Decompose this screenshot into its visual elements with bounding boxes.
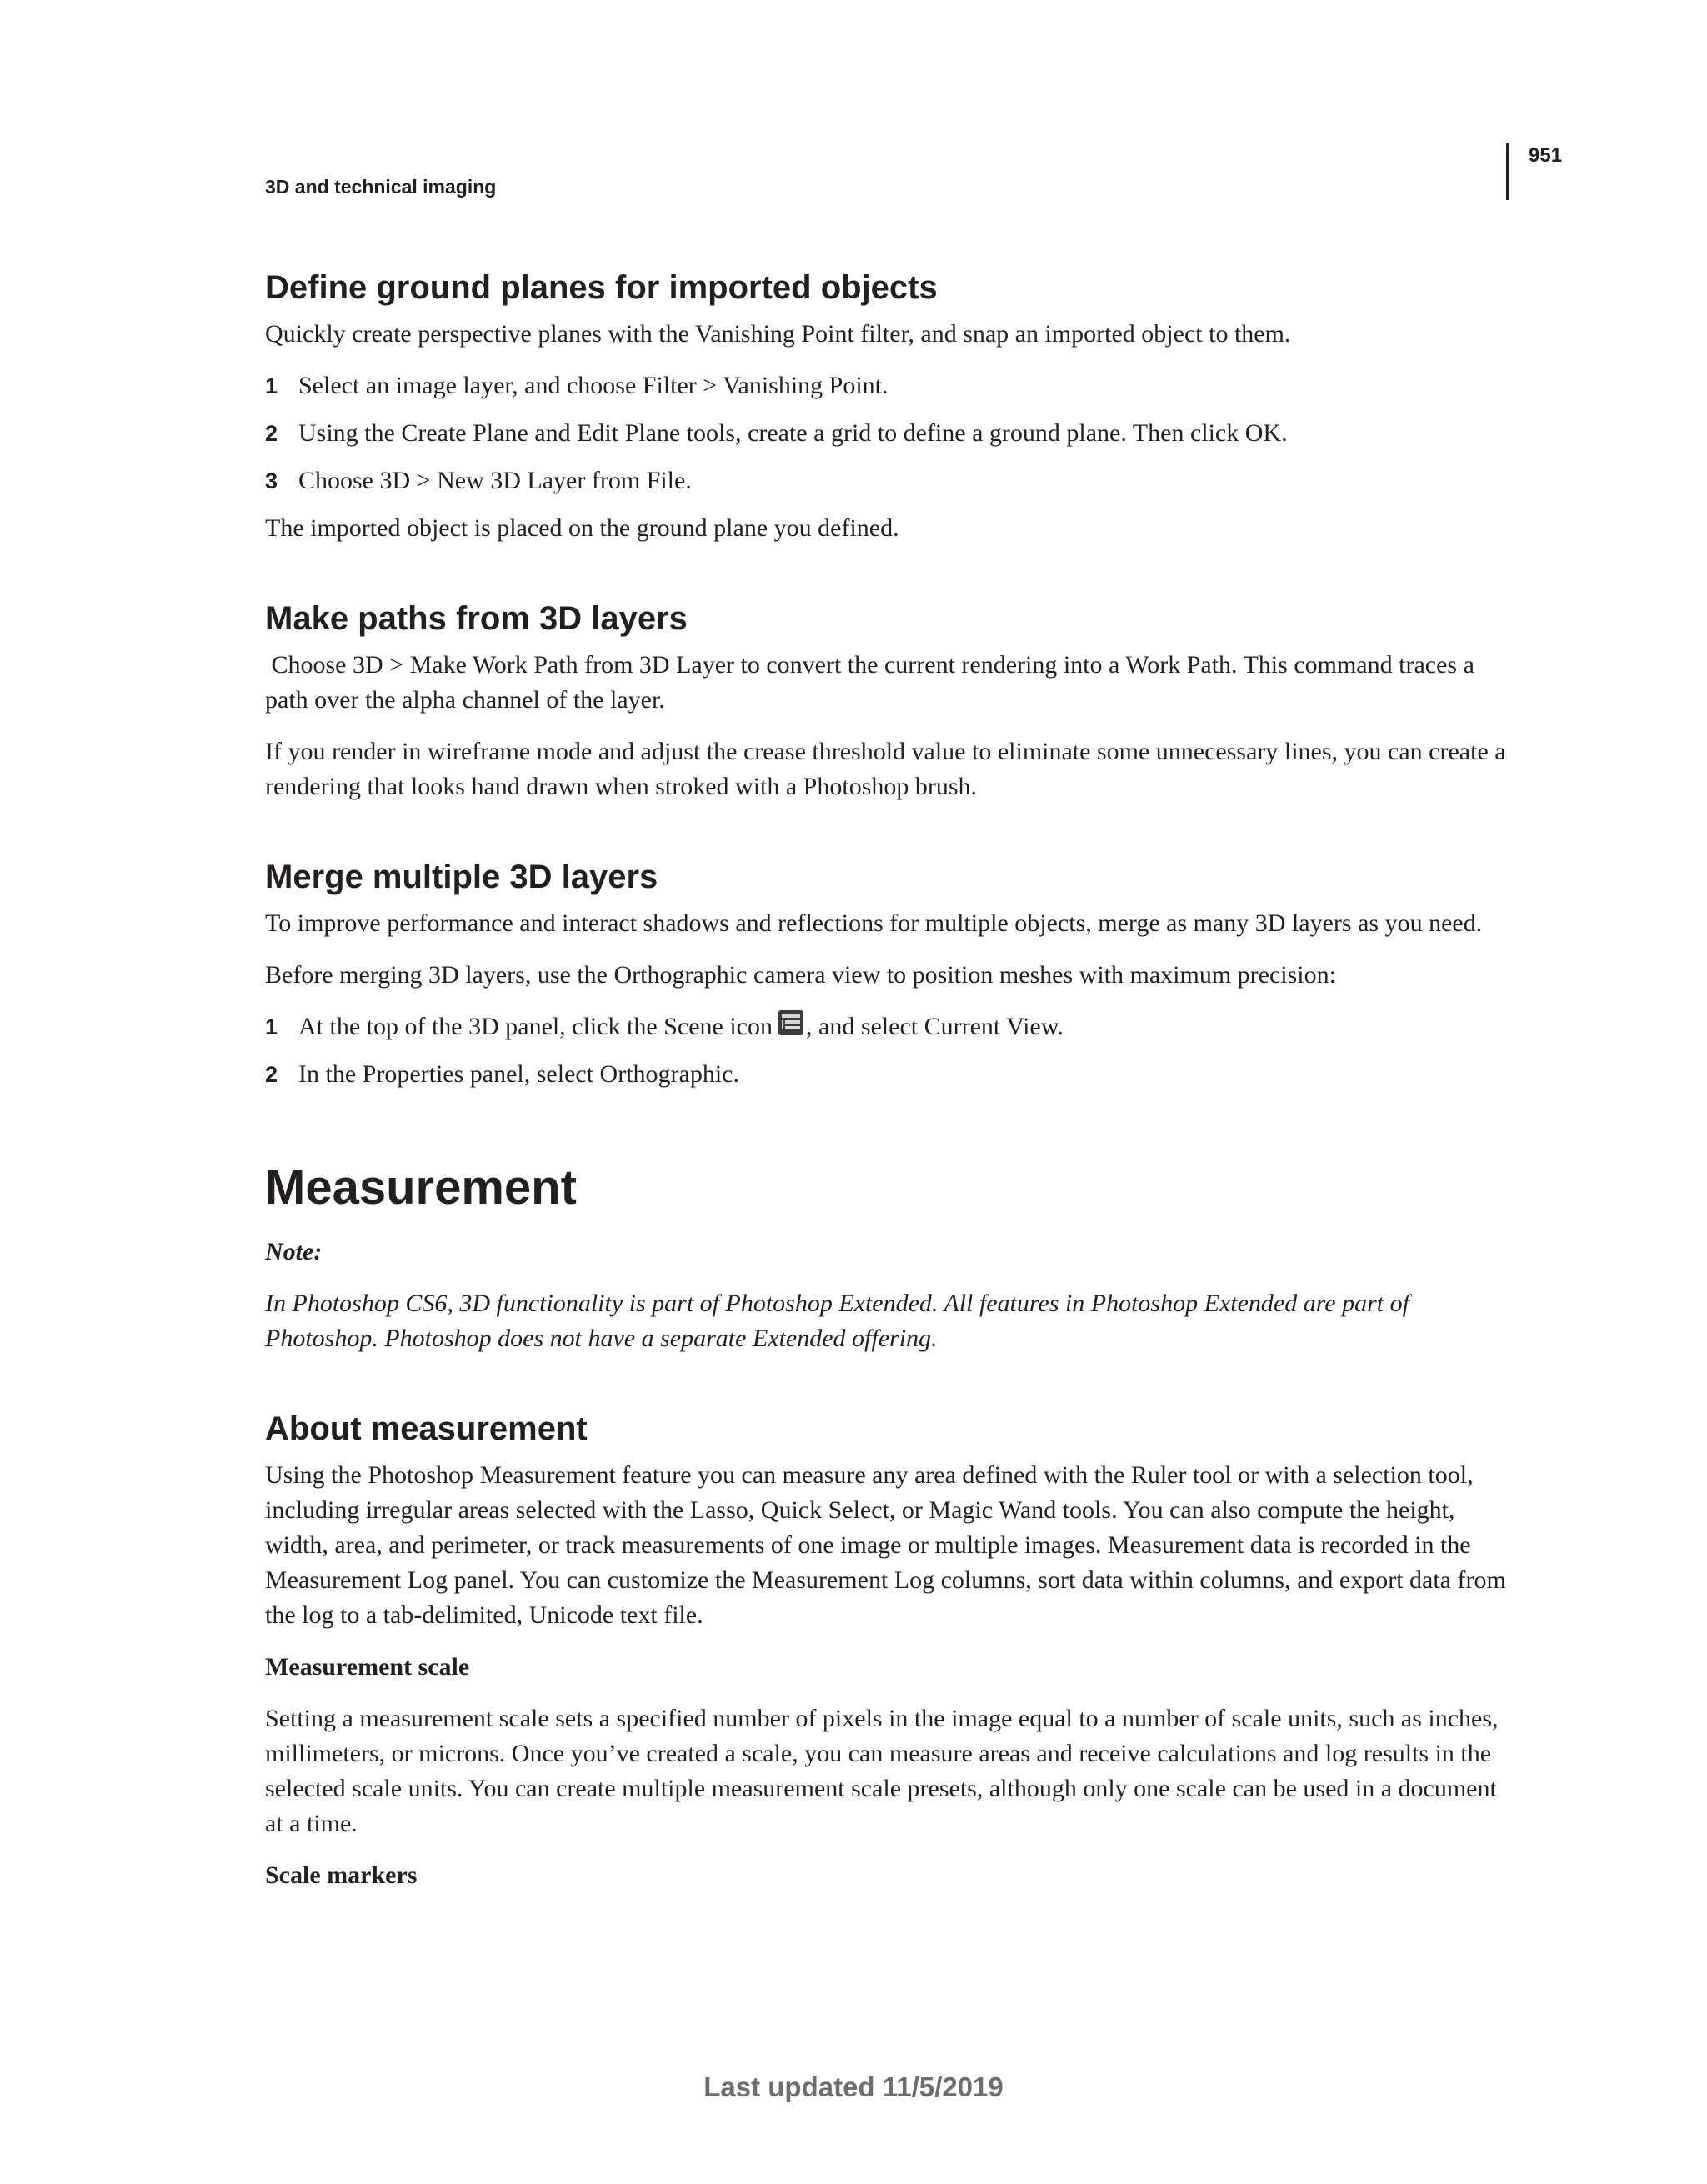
note-label: Note: bbox=[265, 1238, 323, 1265]
step-text: Choose 3D > New 3D Layer from File. bbox=[298, 467, 692, 494]
note-text: In Photoshop CS6, 3D functionality is part of Photoshop Extended. All features in Photoshop Extended are part of Photoshop. Photoshop does not have a separate Extended offering. bbox=[265, 1290, 1409, 1352]
list-item bbox=[265, 368, 1511, 403]
step-number: 2 bbox=[265, 1062, 278, 1087]
paragraph: Quickly create perspective planes with the Vanishing Point filter, and snap an imported object to them. bbox=[265, 320, 1291, 348]
step-text: Using the Create Plane and Edit Plane tools, create a grid to define a ground plane. Then click OK. bbox=[298, 419, 1288, 447]
step-text: Select an image layer, and choose Filter > Vanishing Point. bbox=[298, 372, 889, 399]
section-title: Define ground planes for imported objects bbox=[265, 269, 938, 306]
paragraph: If you render in wireframe mode and adjust the crease threshold value to eliminate some unnecessary lines, you can create a rendering that looks hand drawn when stroked with a Photoshop brush. bbox=[265, 738, 1506, 800]
running-header: 3D and technical imaging bbox=[265, 176, 497, 198]
paragraph: To improve performance and interact shadows and reflections for multiple objects, merge as many 3D layers as you need. bbox=[265, 909, 1483, 937]
header-rule bbox=[1506, 143, 1509, 200]
page-number: 951 bbox=[1529, 144, 1563, 167]
scene-icon bbox=[778, 1009, 804, 1036]
paragraph: Choose 3D > Make Work Path from 3D Layer to convert the current rendering into a Work Path. This command traces a path over the alpha channel of the layer. bbox=[265, 651, 1481, 714]
section-ground-planes bbox=[265, 267, 1511, 546]
step-text: In the Properties panel, select Orthographic. bbox=[298, 1060, 739, 1088]
paragraph: Before merging 3D layers, use the Orthographic camera view to position meshes with maximum precision: bbox=[265, 961, 1336, 989]
list-item bbox=[265, 463, 1511, 498]
section-merge-layers bbox=[265, 856, 1511, 1092]
step-number: 3 bbox=[265, 468, 278, 493]
list-item bbox=[265, 1057, 1511, 1092]
section-title: Merge multiple 3D layers bbox=[265, 859, 658, 895]
paragraph: Using the Photoshop Measurement feature you can measure any area defined with the Ruler tool or with a selection tool, including irregular areas selected with the Lasso, Quick Select, or Magic Wand tools. You can also compute the height, width, area, and perimeter, or track measurements of one image or multiple images. Measurement data is recorded in the Measurement Log panel. You can customize the Measurement Log columns, sort data within columns, and export data from the log to a tab-delimited, Unicode text file. bbox=[265, 1461, 1506, 1629]
step-text-before: At the top of the 3D panel, click the Scene icon bbox=[298, 1013, 773, 1040]
page-content bbox=[265, 267, 1511, 1910]
footer-last-updated: Last updated 11/5/2019 bbox=[703, 2071, 1004, 2102]
list-item bbox=[265, 416, 1511, 451]
section-make-paths bbox=[265, 598, 1511, 804]
list-item bbox=[265, 1009, 1511, 1044]
step-text-after: , and select Current View. bbox=[806, 1013, 1064, 1040]
paragraph: The imported object is placed on the ground plane you defined. bbox=[265, 514, 899, 542]
section-measurement bbox=[265, 1158, 1511, 1356]
paragraph: Setting a measurement scale sets a specified number of pixels in the image equal to a number of scale units, such as inches, millimeters, or microns. Once you’ve created a scale, you can measure areas and receive calculations and log results in the selected scale units. You can create multiple measurement scale presets, although only one scale can be used in a document at a time. bbox=[265, 1705, 1499, 1837]
step-text bbox=[298, 1009, 1064, 1044]
chapter-title: Measurement bbox=[265, 1160, 577, 1215]
step-number: 1 bbox=[265, 1014, 278, 1039]
section-title: Make paths from 3D layers bbox=[265, 600, 688, 637]
step-number: 2 bbox=[265, 421, 278, 446]
section-title: About measurement bbox=[265, 1410, 588, 1447]
subheading: Measurement scale bbox=[265, 1653, 470, 1681]
section-about-measurement bbox=[265, 1408, 1511, 1893]
step-number: 1 bbox=[265, 373, 278, 398]
subheading: Scale markers bbox=[265, 1861, 418, 1889]
